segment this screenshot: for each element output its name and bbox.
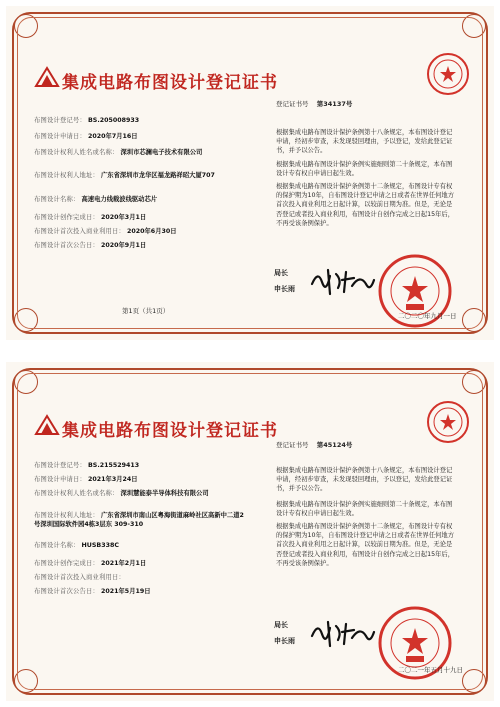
field-owner-address xyxy=(34,512,244,529)
paragraph-protection: 根据集成电路布图设计保护条例第十二条规定，布图设计专有权的保护期为10年，自布图设计登记申请之日或者在世界任何地方首次投入商业利用之日起计算，以较前日期为准。但是，无论是否登记或者投入商业利用，布图设计自创作完成之日起15年后，不再受该条例保护。 xyxy=(276,523,455,567)
certificate-1 xyxy=(6,6,494,340)
field-label: 布图设计权利人姓名或名称： xyxy=(34,490,119,497)
field-label: 布图设计首次公告日： xyxy=(34,242,99,249)
field-commercial-date xyxy=(34,574,244,583)
field-value: 广东省深圳市龙华区福龙路祥昭大厦707 xyxy=(100,172,215,179)
field-owner-name xyxy=(34,149,244,158)
field-commercial-date xyxy=(34,228,244,237)
director-title: 局长 xyxy=(274,269,288,277)
field-value: 2021年3月24日 xyxy=(88,476,138,483)
field-value: 2020年3月1日 xyxy=(100,214,147,221)
field-label: 布图设计创作完成日： xyxy=(34,214,99,221)
field-label: 布图设计名称： xyxy=(34,196,80,203)
field-label: 布图设计申请日： xyxy=(34,133,86,140)
field-design-name xyxy=(34,196,244,205)
field-value: 2020年9月1日 xyxy=(100,242,147,249)
field-creation-date xyxy=(34,214,244,223)
handwritten-signature xyxy=(308,618,378,650)
field-label: 布图设计权利人地址： xyxy=(34,512,99,519)
field-registration-no xyxy=(34,117,244,126)
director-title: 局长 xyxy=(274,621,288,629)
director-name: 申长雨 xyxy=(274,285,295,293)
field-creation-date xyxy=(34,560,244,569)
field-label: 布图设计首次投入商业利用日： xyxy=(34,228,125,235)
cnipa-logo-icon xyxy=(34,414,60,436)
issue-date: 二〇二一年五月十九日 xyxy=(398,666,463,674)
field-value: 2020年7月16日 xyxy=(88,133,138,140)
field-label: 布图设计创作完成日： xyxy=(34,560,99,567)
field-announcement-date xyxy=(34,242,244,251)
seal-stamp-small-icon xyxy=(426,52,470,96)
director-name: 申长雨 xyxy=(274,637,295,645)
paragraph-effective: 根据集成电路布图设计保护条例实施细则第二十条规定，本布图设计专有权自申请日起生效。 xyxy=(276,501,453,518)
paragraph-registration: 根据集成电路布图设计保护条例第十八条规定，本布图设计登记申请，经初步审查，未发现驳回理由，予以登记，发给此登记证书，并予以公告。 xyxy=(276,129,453,155)
cert-no-label: 登记证书号 xyxy=(276,100,309,108)
field-value: BS.205008933 xyxy=(88,117,140,124)
field-value: 2021年5月19日 xyxy=(100,588,151,595)
field-value: HUSB338C xyxy=(81,542,119,549)
field-label: 布图设计名称： xyxy=(34,542,80,549)
field-label: 布图设计登记号： xyxy=(34,462,86,469)
field-label: 布图设计首次投入商业利用日： xyxy=(34,574,125,581)
field-value: 2021年2月1日 xyxy=(100,560,147,567)
field-value: 2020年6月30日 xyxy=(126,228,177,235)
field-value: 高速电力线载波线驱动芯片 xyxy=(81,196,158,203)
field-owner-name xyxy=(34,490,244,499)
field-owner-address xyxy=(34,172,244,181)
field-value: 广东省深圳市南山区粤海街道麻岭社区高新中二道2号深圳国际软件园4栋3层东 309-310 xyxy=(34,512,244,528)
field-label: 布图设计申请日： xyxy=(34,476,86,483)
field-announcement-date xyxy=(34,588,244,597)
issue-date: 二〇二〇年九月一日 xyxy=(398,312,457,320)
field-application-date xyxy=(34,476,244,485)
field-registration-no xyxy=(34,462,244,471)
field-label: 布图设计权利人姓名或名称： xyxy=(34,149,119,156)
certificate-title: 集成电路布图设计登记证书 xyxy=(62,73,278,93)
field-label: 布图设计首次公告日： xyxy=(34,588,99,595)
field-design-name xyxy=(34,542,244,551)
field-value: 深圳慧能泰半导体科技有限公司 xyxy=(120,490,209,497)
field-value: 深圳市芯澜电子技术有限公司 xyxy=(120,149,203,156)
paragraph-protection: 根据集成电路布图设计保护条例第十二条规定，布图设计专有权的保护期为10年，自布图设计登记申请之日或者在世界任何地方首次投入商业利用之日起计算，以较前日期为准。但是，无论是否登记或者投入商业利用，布图设计自创作完成之日起15年后，不再受该条例保护。 xyxy=(276,183,455,227)
certificate-2 xyxy=(6,362,494,701)
field-label: 布图设计登记号： xyxy=(34,117,86,124)
field-application-date xyxy=(34,133,244,142)
cert-no-label: 登记证书号 xyxy=(276,441,309,449)
field-value: BS.215529413 xyxy=(88,462,140,469)
handwritten-signature xyxy=(308,266,378,298)
paragraph-registration: 根据集成电路布图设计保护条例第十八条规定，本布图设计登记申请，经初步审查，未发现驳回理由，予以登记，发给此登记证书，并予以公告。 xyxy=(276,467,453,493)
certificate-number xyxy=(276,440,352,449)
cert-no-value: 第34137号 xyxy=(316,100,353,108)
page-number: 第1页（共1页） xyxy=(122,307,170,315)
certificate-number xyxy=(276,99,352,108)
cnipa-logo-icon xyxy=(34,66,60,88)
cert-no-value: 第45124号 xyxy=(316,441,353,449)
field-label: 布图设计权利人地址： xyxy=(34,172,99,179)
seal-stamp-small-icon xyxy=(426,400,470,444)
paragraph-effective: 根据集成电路布图设计保护条例实施细则第二十条规定，本布图设计专有权自申请日起生效。 xyxy=(276,161,453,178)
certificate-title: 集成电路布图设计登记证书 xyxy=(62,421,278,441)
